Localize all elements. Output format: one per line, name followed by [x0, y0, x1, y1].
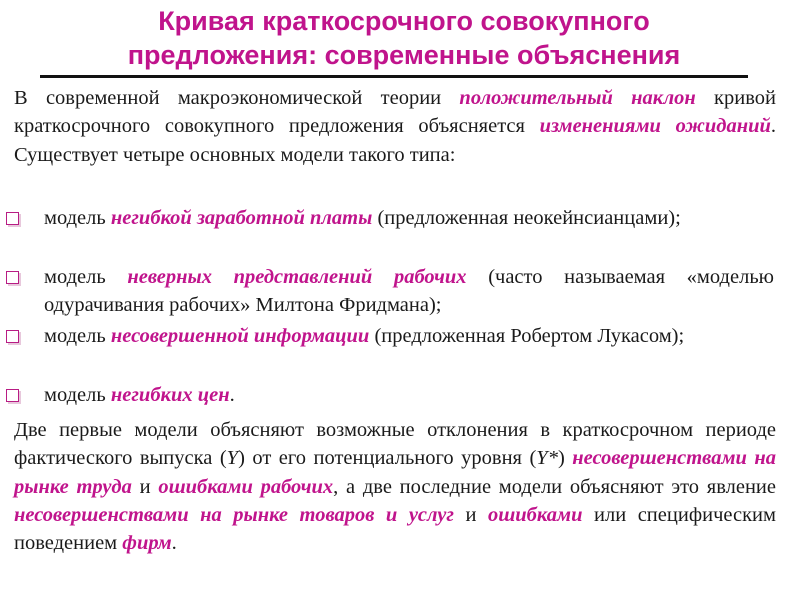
- conclusion-paragraph: [14, 416, 776, 557]
- conclusion-highlight-3: несовершенствами на рынке товаров и услуг: [14, 503, 454, 526]
- conclusion-highlight-5: фирм: [122, 532, 172, 555]
- list-item: [44, 322, 774, 350]
- hollow-square-bullet-icon: [6, 389, 19, 402]
- conclusion-text-4: и: [131, 475, 159, 498]
- bullet-highlight: негибких цен: [110, 384, 230, 406]
- bullet-highlight: негибкой заработной платы: [110, 207, 373, 229]
- intro-text-3: . Существует четыре основных модели такого типа:: [14, 115, 777, 166]
- intro-text-1: В современной макроэкономической теории: [14, 87, 460, 109]
- hollow-square-bullet-icon: [6, 212, 19, 225]
- bullet-prefix: модель: [44, 266, 128, 288]
- list-item: [44, 381, 774, 409]
- intro-text-2: кривой краткосрочного совокупного предложения объясняется: [14, 87, 776, 138]
- hollow-square-bullet-icon: [6, 330, 19, 343]
- bullet-highlight: несовершенной информации: [110, 325, 370, 347]
- list-item: [44, 263, 774, 320]
- bullet-prefix: модель: [44, 384, 111, 406]
- intro-highlight-2: изменениями ожиданий: [539, 115, 771, 138]
- conclusion-text-1: Две первые модели объясняют возможные отклонения в краткосрочном периоде фактического выпуска (: [14, 419, 776, 470]
- conclusion-text-3: ): [557, 447, 573, 470]
- conclusion-highlight-2: ошибками рабочих: [158, 475, 334, 498]
- conclusion-text-2: ) от его потенциального уровня (: [238, 447, 537, 470]
- conclusion-highlight-4: ошибками: [487, 503, 583, 526]
- intro-highlight-1: положительный наклон: [459, 87, 696, 109]
- potential-output-symbol: Y*: [536, 447, 558, 470]
- conclusion-text-8: .: [171, 532, 177, 555]
- intro-paragraph: [14, 84, 776, 169]
- conclusion-text-7: или специфическим поведением: [14, 503, 776, 555]
- slide-title: [40, 4, 768, 72]
- bullet-prefix: модель: [44, 207, 111, 229]
- bullet-suffix: .: [229, 384, 235, 406]
- hollow-square-bullet-icon: [6, 271, 19, 284]
- bullet-highlight: неверных представлений рабочих: [127, 266, 467, 288]
- output-symbol: Y: [226, 447, 239, 470]
- bullet-suffix: (предложенная Робертом Лукасом);: [369, 325, 685, 347]
- title-underline: [40, 75, 748, 78]
- list-item: [44, 204, 774, 232]
- title-line-1: Кривая краткосрочного совокупного: [158, 6, 650, 36]
- bullet-suffix: (предложенная неокейнсианцами);: [372, 207, 681, 229]
- bullet-suffix: (часто называемая «моделью одурачивания рабочих» Милтона Фридмана);: [44, 266, 774, 317]
- bullet-prefix: модель: [44, 325, 111, 347]
- conclusion-text-6: и: [453, 503, 488, 526]
- conclusion-text-5: , а две последние модели объясняют это явление: [333, 475, 776, 498]
- title-line-2: предложения: современные объяснения: [127, 40, 681, 70]
- conclusion-highlight-1: несовершенствами на рынке труда: [14, 447, 776, 498]
